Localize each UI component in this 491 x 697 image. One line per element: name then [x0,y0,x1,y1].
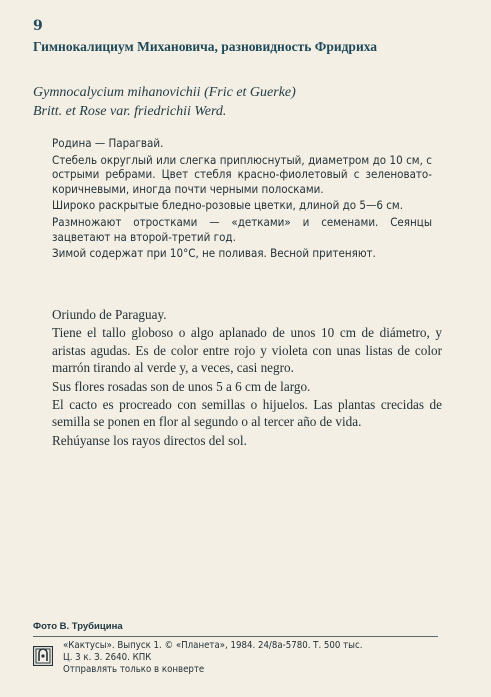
ru-paragraph: Размножают отростками — «детками» и семенами. Сеянцы зацветают на второй-третий год. [52,214,432,244]
card-number: 9 [33,18,43,34]
ru-paragraph: Родина — Парагвай. [52,136,164,150]
es-paragraph: Rehúyanse los rayos directos del sol. [52,432,247,448]
divider [33,636,438,637]
spanish-description [52,306,442,450]
title-latin-line1: Gymnocalycium mihanovichii (Fric et Guerke) [33,85,296,100]
title-latin [33,83,473,121]
es-paragraph: Sus flores rosadas son de unos 5 a 6 cm de largo. [52,378,311,394]
ru-paragraph: Зимой содержат при 10°С, не поливая. Весной притеняют. [52,246,376,261]
ru-paragraph: Стебель округлый или слегка приплюснутый, диаметром до 10 см, с острыми ребрами. Цвет стебля красно-фиолетовый с зеленовато-коричневыми, иногда почти черными полосками. [52,152,432,196]
imprint-block [63,640,443,677]
imprint-line: Ц. 3 к. З. 2640. КПК [63,652,152,664]
russian-description [52,136,432,263]
photo-credit: Фото В. Трубицина [33,621,123,632]
imprint-line: Отправлять только в конверте [63,664,205,676]
es-paragraph: Tiene el tallo globoso o algo aplanado de unos 10 cm de diámetro, y aristas agudas. Es de color entre rojo y violeta con unas listas de color marrón tirando al verde y, a veces, casi negro. [52,325,442,376]
title-russian: Гимнокалициум Михановича, разновидность Фридриха [33,39,378,54]
imprint-line: «Кактусы». Выпуск 1. © «Планета», 1984. 24/8а-5780. Т. 500 тыс. [63,640,363,651]
title-latin-line2: Britt. et Rose var. friedrichii Werd. [33,104,227,119]
ru-paragraph: Широко раскрытые бледно-розовые цветки, длиной до 5—6 см. [52,198,403,213]
publisher-logo-icon [33,646,53,666]
es-paragraph: Oriundo de Paraguay. [52,307,167,322]
es-paragraph: El cacto es procreado con semillas o hijuelos. Las plantas crecidas de semilla se ponen en flor al segundo o al tercer año de vida. [52,397,442,430]
